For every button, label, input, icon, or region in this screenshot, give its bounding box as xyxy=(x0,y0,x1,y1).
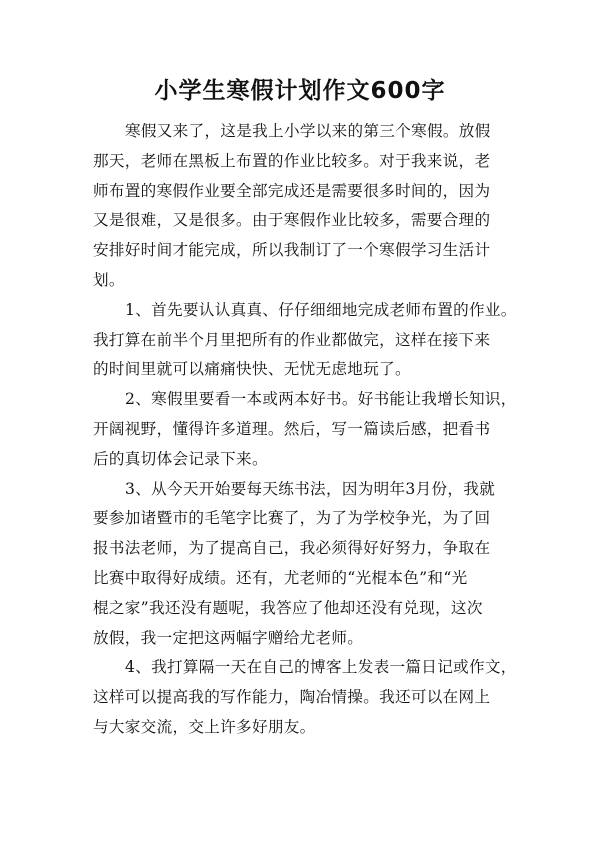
text-line: 放假，我一定把这两幅字赠给尤老师。 xyxy=(93,628,364,647)
text-line: 我打算在前半个月里把所有的作业都做完，这样在接下来 xyxy=(93,330,491,349)
text-line: 开阔视野，懂得许多道理。然后，写一篇读后感，把看书 xyxy=(93,419,491,438)
paragraph xyxy=(93,653,517,742)
text-line: 4、我打算隔一天在自己的博客上发表一篇日记或作文， xyxy=(125,658,517,677)
paragraph xyxy=(93,385,517,474)
text-line: 要参加诸暨市的毛笔字比赛了，为了为学校争光，为了回 xyxy=(93,509,491,528)
text-line: 报书法老师，为了提高自己，我必须得好好努力，争取在 xyxy=(93,539,491,558)
text-line: 划。 xyxy=(93,270,125,289)
text-line: 又是很难，又是很多。由于寒假作业比较多，需要合理的 xyxy=(93,211,491,230)
text-line: 2、寒假里要看一本或两本好书。好书能让我增长知识， xyxy=(125,390,517,409)
text-line: 的时间里就可以痛痛快快、无忧无虑地玩了。 xyxy=(93,360,411,379)
text-line: 3、从今天开始要每天练书法，因为明年3月份，我就 xyxy=(125,479,496,498)
text-line: 这样可以提高我的写作能力，陶冶情操。我还可以在网上 xyxy=(93,688,491,707)
text-line: 后的真切体会记录下来。 xyxy=(93,449,268,468)
text-line: 1、首先要认认真真、仔仔细细地完成老师布置的作业。 xyxy=(125,300,517,319)
text-line: 那天，老师在黑板上布置的作业比较多。对于我来说，老 xyxy=(93,151,491,170)
text-line: 棍之家”我还没有题呢，我答应了他却还没有兑现，这次 xyxy=(93,598,483,617)
paragraph xyxy=(93,296,517,385)
paragraph xyxy=(93,117,513,296)
text-line: 安排好时间才能完成，所以我制订了一个寒假学习生活计 xyxy=(93,241,491,260)
paragraph xyxy=(93,475,513,654)
text-line: 比赛中取得好成绩。还有，尤老师的“光棍本色”和“光 xyxy=(93,568,468,587)
document-body xyxy=(93,117,517,743)
text-line: 师布置的寒假作业要全部完成还是需要很多时间的，因为 xyxy=(93,181,491,200)
text-line: 与大家交流，交上许多好朋友。 xyxy=(93,717,316,736)
text-line: 寒假又来了，这是我上小学以来的第三个寒假。放假 xyxy=(125,122,491,140)
document-title: 小学生寒假计划作文600字 xyxy=(154,78,446,104)
